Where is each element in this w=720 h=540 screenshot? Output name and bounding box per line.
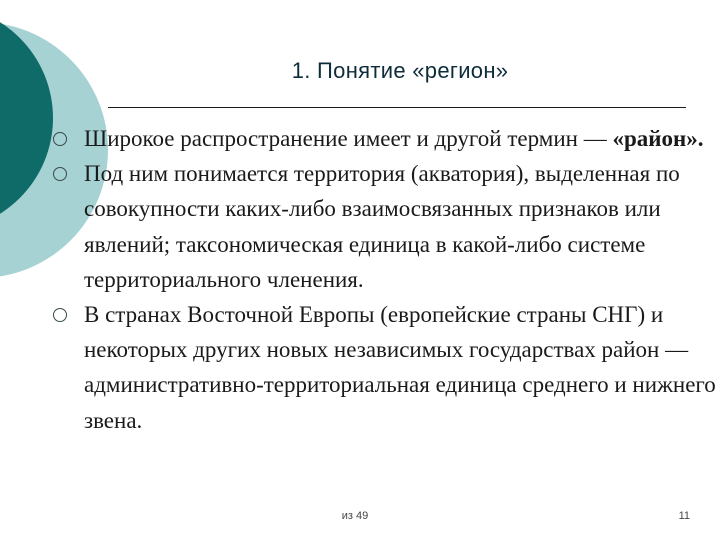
hollow-circle-icon <box>52 307 68 323</box>
bullet-term: «район». <box>612 126 704 151</box>
slide-count: из 49 <box>341 510 369 522</box>
bullet-item <box>52 121 717 156</box>
bullet-text: В странах Восточной Европы (европейские страны СНГ) и некоторых других новых независимых государствах район — административно-территориальная единица среднего и нижнего звена. <box>84 302 716 433</box>
title-divider <box>108 107 686 108</box>
bullet-list <box>52 121 717 438</box>
hollow-circle-icon <box>52 131 68 147</box>
bullet-text: Под ним понимается территория (акватория), выделенная по совокупности каких-либо взаимосвязанных признаков или явлений; таксономическая единица в какой-либо системе территориального членения. <box>84 161 680 292</box>
page-number: 11 <box>678 510 690 522</box>
bullet-text: Широкое распространение имеет и другой термин — <box>84 126 613 151</box>
slide-title: 1. Понятие «регион» <box>291 58 509 83</box>
bullet-item <box>52 297 717 438</box>
hollow-circle-icon <box>52 166 68 182</box>
bullet-item <box>52 156 717 297</box>
